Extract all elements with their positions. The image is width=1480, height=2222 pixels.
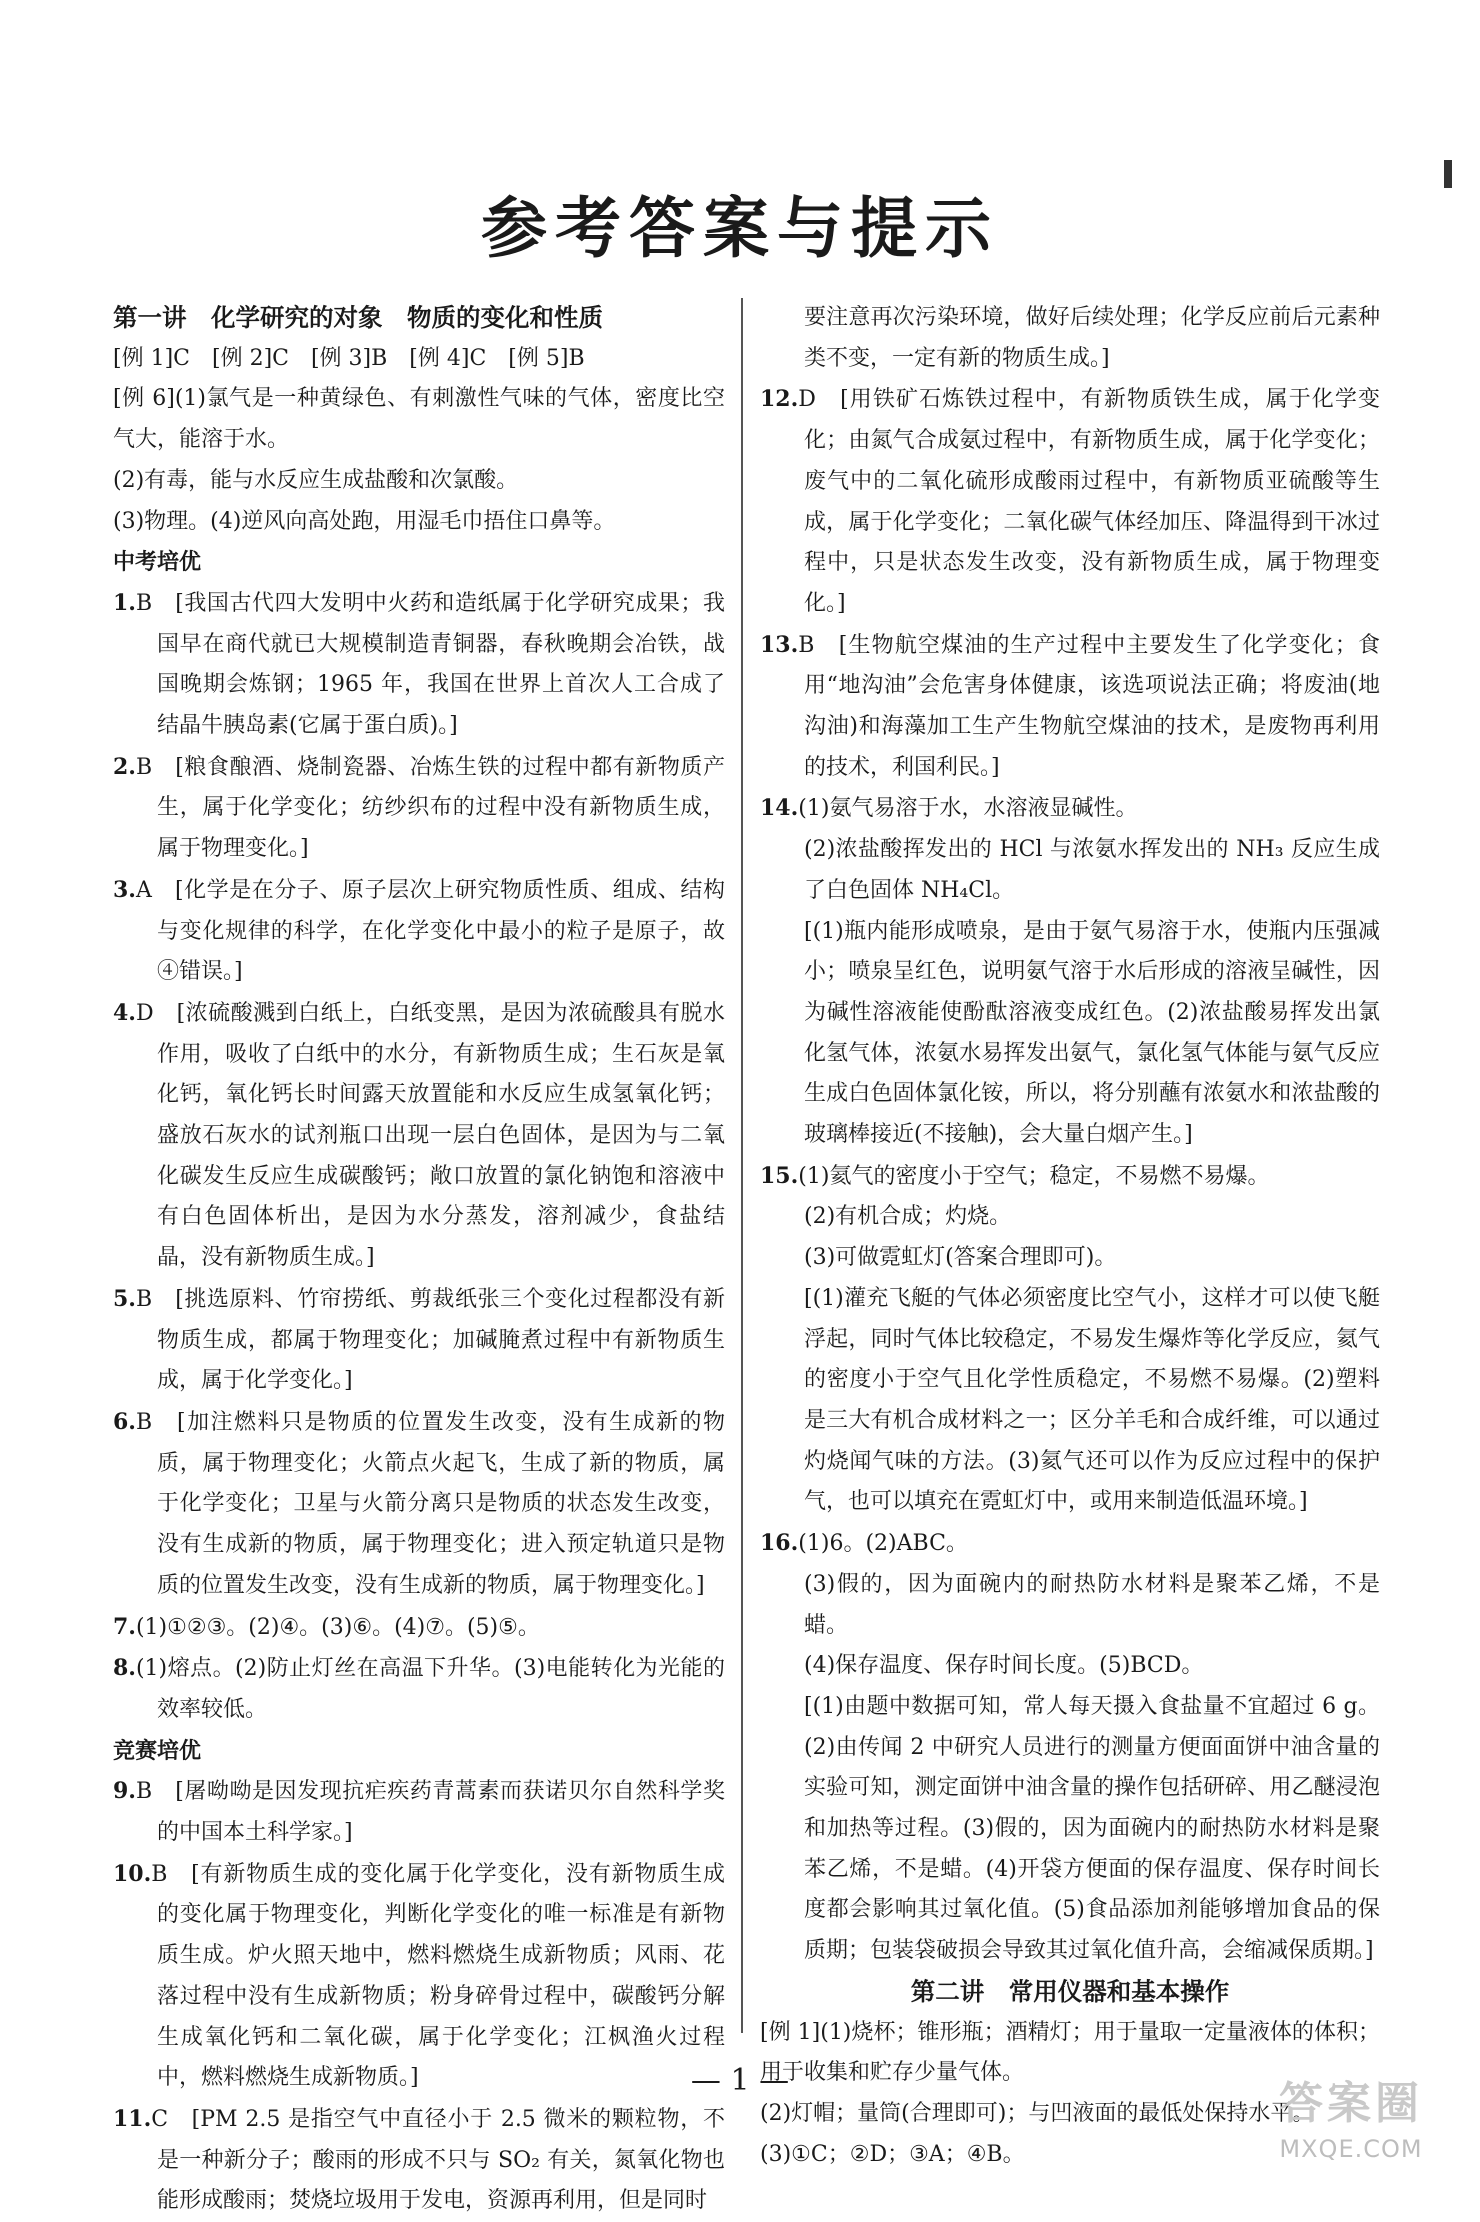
question-15-answer-3: (3)可做霓虹灯(答案合理即可)。 [804,1245,1117,1271]
question-7-answer: (1)①②③。(2)④。(3)⑥。(4)⑦。(5)⑤。 [135,1614,540,1640]
question-3-answer: A [化学是在分子、原子层次上研究物质性质、组成、结构与变化规律的科学，在化学变化中最小的粒子是原子，故④错误。] [135,877,725,985]
question-13-number: 13. [760,631,799,658]
question-14-number: 14. [760,795,799,822]
question-16-number: 16. [760,1530,799,1557]
question-9 [113,1771,725,1853]
question-2 [113,747,725,870]
question-8-number: 8. [113,1655,136,1682]
question-11 [113,2099,725,2222]
question-11-number: 11. [113,2105,152,2132]
question-6 [113,1402,725,1607]
watermark [1256,2073,1446,2163]
question-7-number: 7. [113,1613,136,1640]
question-16-answer-3: (4)保存温度、保存时间长度。(5)BCD。 [804,1653,1204,1679]
example-6-part-3: (3)物理。(4)逆风向高处跑，用湿毛巾捂住口鼻等。 [113,508,616,534]
examples-1-5: [例 1]C [例 2]C [例 3]B [例 4]C [例 5]B [113,345,585,371]
question-15-explanation: [(1)灌充飞艇的气体必须密度比空气小，这样才可以使飞艇浮起，同时气体比较稳定，不易发生爆炸等化学反应，氦气的密度小于空气且化学性质稳定，不易燃不易爆。(2)塑料是三大有机合成材料之一；区分羊毛和合成纤维，可以通过灼烧闻气味的方法。(3)氦气还可以作为反应过程中的保护气，也可以填充在霓虹灯中，或用来制造低温环境。] [804,1285,1380,1515]
question-4 [113,993,725,1279]
question-15-number: 15. [760,1162,799,1189]
question-4-answer: D [浓硫酸溅到白纸上，白纸变黑，是因为浓硫酸具有脱水作用，吸收了白纸中的水分，有新物质生成；生石灰是氧化钙，氧化钙长时间露天放置能和水反应生成氢氧化钙；盛放石灰水的试剂瓶口出现一层白色固体，是因为与二氧化碳发生反应生成碳酸钙；敞口放置的氯化钠饱和溶液中有白色固体析出，是因为水分蒸发，溶剂减少，食盐结晶，没有新物质生成。] [135,1000,725,1271]
question-3 [113,870,725,993]
question-16-answer-1: (1)6。(2)ABC。 [798,1531,968,1557]
question-8 [113,1648,725,1730]
question-10-number: 10. [113,1860,152,1887]
question-12 [760,379,1380,624]
question-2-number: 2. [113,753,136,780]
section-zhongkao: 中考培优 [113,549,202,576]
question-5-number: 5. [113,1285,136,1312]
lecture-2-example-1-part-3: (3)①C；②D；③A；④B。 [760,2141,1025,2167]
question-5 [113,1279,725,1402]
question-4-number: 4. [113,999,136,1026]
question-1 [113,583,725,747]
question-1-answer: B [我国古代四大发明中火药和造纸属于化学研究成果；我国早在商代就已大规模制造青铜器，春秋晚期会冶铁，战国晚期会炼钢；1965 年，我国在世界上首次人工合成了结晶牛胰岛素(它属于蛋白质)。] [135,590,725,739]
example-6-part-2: (2)有毒，能与水反应生成盐酸和次氯酸。 [113,467,519,493]
question-5-answer: B [挑选原料、竹帘捞纸、剪裁纸张三个变化过程都没有新物质生成，都属于物理变化；加碱腌煮过程中有新物质生成，属于化学变化。] [135,1286,725,1394]
watermark-url: MXQE.COM [1279,2135,1423,2163]
right-column [760,298,1380,2175]
question-16 [760,1523,1380,1565]
question-13-answer: B [生物航空煤油的生产过程中主要发生了化学变化；食用“地沟油”会危害身体健康，该选项说法正确；将废油(地沟油)和海藻加工生产生物航空煤油的技术，是废物再利用的技术，利国利民。] [798,632,1380,780]
section-jingsai: 竞赛培优 [113,1737,202,1764]
question-16-answer-2: (3)假的，因为面碗内的耐热防水材料是聚苯乙烯，不是蜡。 [804,1571,1380,1638]
question-8-answer: (1)熔点。(2)防止灯丝在高温下升华。(3)电能转化为光能的效率较低。 [135,1656,725,1722]
question-9-answer: B [屠呦呦是因发现抗疟疾药青蒿素而获诺贝尔自然科学奖的中国本土科学家。] [135,1779,725,1846]
lecture-2-example-1-part-2: (2)灯帽；量筒(合理即可)；与凹液面的最低处保持水平。 [760,2100,1315,2126]
question-15 [760,1156,1380,1198]
question-6-number: 6. [113,1408,136,1435]
lecture-2-heading: 第二讲 常用仪器和基本操作 [910,1976,1230,2006]
question-14-explanation: [(1)瓶内能形成喷泉，是由于氨气易溶于水，使瓶内压强减小；喷泉呈红色，说明氨气溶于水后形成的溶液呈碱性，因为碱性溶液能使酚酞溶液变成红色。(2)浓盐酸易挥发出氯化氢气体，浓氨水易挥发出氨气，氯化氢气体能与氨气反应生成白色固体氯化铵，所以，将分别蘸有浓氨水和浓盐酸的玻璃棒接近(不接触)，会大量白烟产生。] [804,918,1380,1148]
question-12-number: 12. [760,386,799,413]
question-2-answer: B [粮食酿酒、烧制瓷器、冶炼生铁的过程中都有新物质产生，属于化学变化；纺纱织布的过程中没有新物质生成，属于物理变化。] [135,754,725,862]
question-12-answer: D [用铁矿石炼铁过程中，有新物质铁生成，属于化学变化；由氮气合成氨过程中，有新物质生成，属于化学变化；废气中的二氧化硫形成酸雨过程中，有新物质亚硫酸等生成，属于化学变化；二氧化碳气体经加压、降温得到干冰过程中，只是状态发生改变，没有新物质生成，属于物理变化。] [798,387,1380,616]
lecture-1-heading: 第一讲 化学研究的对象 物质的变化和性质 [113,303,603,332]
question-11-continued: 要注意再次污染环境，做好后续处理；化学反应前后元素种类不变，一定有新的物质生成。] [804,305,1380,371]
question-7 [113,1607,725,1649]
lecture-2-example-1-part-1: [例 1](1)烧杯；锥形瓶；酒精灯；用于量取一定量液体的体积；用于收集和贮存少量气体。 [760,2019,1380,2086]
question-6-answer: B [加注燃料只是物质的位置发生改变，没有生成新的物质，属于物理变化；火箭点火起飞，生成了新的物质，属于化学变化；卫星与火箭分离只是物质的状态发生改变，没有生成新的物质，属于物理变化；进入预定轨道只是物质的位置发生改变，没有生成新的物质，属于物理变化。] [135,1409,725,1598]
question-15-answer-1: (1)氦气的密度小于空气；稳定，不易燃不易爆。 [798,1163,1270,1189]
left-column [113,298,725,2222]
question-13 [760,625,1380,789]
question-14-answer-1: (1)氨气易溶于水，水溶液显碱性。 [798,796,1138,822]
column-divider [741,298,743,2033]
question-15-answer-2: (2)有机合成；灼烧。 [804,1204,1012,1230]
page-title: 参考答案与提示 [481,189,999,267]
question-16-explanation: [(1)由题中数据可知，常人每天摄入食盐量不宜超过 6 g。(2)由传闻 2 中研究人员进行的测量方便面面饼中油含量的实验可知，测定面饼中油含量的操作包括研碎、用乙醚浸泡和加热等过程。(3)假的，因为面碗内的耐热防水材料是聚苯乙烯，不是蜡。(4)开袋方便面的保存温度、保存时间长度都会影响其过氧化值。(5)食品添加剂能够增加食品的保质期；包装袋破损会导致其过氧化值升高，会缩减保质期。] [804,1693,1380,1964]
page-number: — 1 — [690,2063,790,2098]
question-11-answer: C [PM 2.5 是指空气中直径小于 2.5 微米的颗粒物，不是一种新分子；酸雨的形成不只与 SO₂ 有关，氮氧化物也能形成酸雨；焚烧垃圾用于发电，资源再利用，但是同时 [151,2106,725,2214]
question-14-answer-2: (2)浓盐酸挥发出的 HCl 与浓氨水挥发出的 NH₃ 反应生成了白色固体 NH₄Cl。 [804,837,1380,903]
question-14 [760,788,1380,830]
question-9-number: 9. [113,1778,136,1805]
watermark-logo: 答案圈 [1279,2078,1423,2129]
question-3-number: 3. [113,876,136,903]
question-10-answer: B [有新物质生成的变化属于化学变化，没有新物质生成的变化属于物理变化，判断化学变化的唯一标准是有新物质生成。炉火照天地中，燃料燃烧生成新物质；风雨、花落过程中没有生成新物质；粉身碎骨过程中，碳酸钙分解生成氧化钙和二氧化碳，属于化学变化；江枫渔火过程中，燃料燃烧生成新物质。] [151,1861,725,2091]
example-6-part-1: [例 6](1)氯气是一种黄绿色、有刺激性气味的气体，密度比空气大，能溶于水。 [113,386,725,453]
question-1-number: 1. [113,589,136,616]
